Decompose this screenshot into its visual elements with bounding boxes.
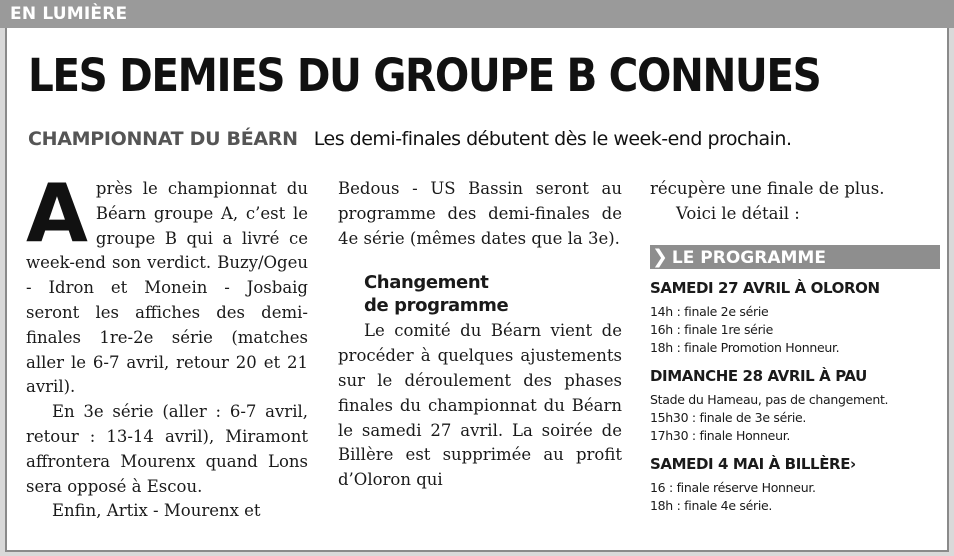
paragraph: En 3e série (aller : 6-7 avril, retour : 13-14 avril), Miramont affrontera Mourenx quand Lons sera opposé à Escou.	[26, 402, 308, 496]
schedule-item: 14h : finale 2e série	[650, 303, 769, 319]
schedule-item: 18h : finale 4e série.	[650, 497, 773, 513]
day-heading: SAMEDI 4 MAI À BILLÈRE›	[650, 454, 856, 473]
subheadline	[28, 126, 928, 152]
drop-cap: A	[26, 167, 88, 260]
programme-title: LE PROGRAMME	[671, 247, 826, 268]
column-2	[338, 177, 622, 493]
paragraph	[26, 167, 308, 400]
intertitle-line: de programme	[364, 295, 509, 317]
paragraph: Voici le détail :	[676, 203, 800, 223]
schedule-item: 15h30 : finale de 3e série.	[650, 409, 807, 425]
programme-banner	[650, 245, 940, 269]
intertitle	[364, 271, 622, 317]
day-heading: DIMANCHE 28 AVRIL À PAU	[650, 366, 867, 385]
chevron-right-icon: ❯	[652, 245, 668, 268]
schedule-item: 18h : finale Promotion Honneur.	[650, 339, 840, 355]
paragraph: récupère une finale de plus.	[650, 179, 885, 198]
schedule-item: 17h30 : finale Honneur.	[650, 427, 791, 443]
paragraph: Le comité du Béarn vient de procéder à quelques ajustements sur le déroulement des phases finales du championnat du Béarn le samedi 27 avril. La soirée de Billère est supprimée au profit d’Oloron qui	[338, 321, 622, 490]
paragraph: Enfin, Artix - Mourenx et	[52, 501, 261, 521]
paragraph-text: près le championnat du Béarn groupe A, c’est le groupe B qui a livré ce week-end son verdict. Buzy/Ogeu - Idron et Monein - Josbaig seront les affiches des demi-finales 1re-2e série (matches aller le 6-7 avril, retour 20 et 21 avril).	[26, 179, 308, 397]
intertitle-line: Changement	[364, 272, 489, 294]
column-1	[26, 167, 308, 524]
kicker: CHAMPIONNAT DU BÉARN	[28, 128, 298, 150]
deck: Les demi-finales débutent dès le week-end prochain.	[313, 128, 792, 150]
day-heading: SAMEDI 27 AVRIL À OLORON	[650, 278, 880, 297]
paragraph: Bedous - US Bassin seront au programme des demi-finales de 4e série (mêmes dates que la 3e).	[338, 179, 622, 248]
schedule-item: 16 : finale réserve Honneur.	[650, 479, 816, 495]
column-3	[650, 177, 940, 515]
headline: LES DEMIES DU GROUPE B CONNUES	[28, 49, 821, 102]
section-rubric: EN LUMIÈRE	[0, 0, 954, 28]
schedule-item: Stade du Hameau, pas de changement.	[650, 391, 889, 407]
schedule-item: 16h : finale 1re série	[650, 321, 773, 337]
